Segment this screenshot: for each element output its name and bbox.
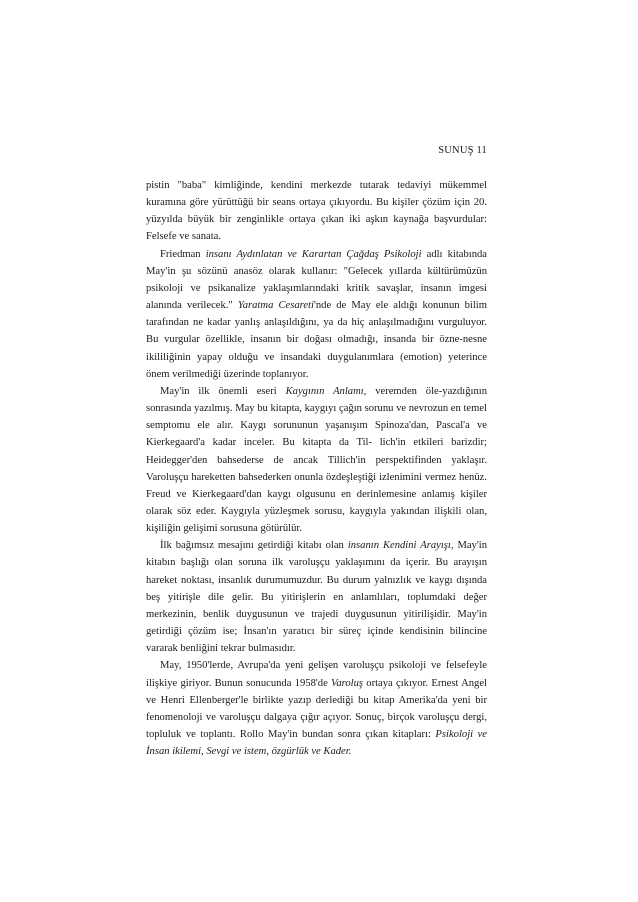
paragraph-4 [146,537,487,657]
book-title: Kaygının Anlamı, [285,385,367,397]
text-run: ortaya çıkıyor. Ernest Angel ve Henri Ellenberger'le birlikte yazıp derlediği bu kitap Amerika'da yeni bir fenomenoloji ve varoluşçu dalgaya çığır açıyor. Sonuç, birçok varoluşçu dergi, topluluk ve toplantı. Rollo May'in bundan sonra çıkan kitapları: [146,677,487,740]
text-run: İlk bağımsız mesajını getirdiği kitabı olan [160,540,348,552]
paragraph-5 [146,657,487,760]
text-run: 'nde de May ele aldığı konunun bilim tarafından ne kadar yanlış anlaşıldığını, ya da hiç anlaşılmadığını vurguluyor. Bu vurgular özellikle, insanın bir doğası olmadığı, insanda bir özne-nesne ikililiğinin yapay olduğu ve insandaki duygulanımlara (emotion) yeterince önem verilmediği üzerinde toplanıyor. [146,300,487,380]
paragraph-2 [146,246,487,383]
text-run: May, 1950'lerde, Avrupa'da yeni gelişen varoluşçu psikoloji ve felsefeyle ilişkiye giriyor. Bunun sonucunda 1958'de [146,660,487,689]
text-run: pistin "baba" kimliğinde, kendini merkezde tutarak tedaviyi mükemmel kuramına göre yürüttüğü bir seans ortaya çıkıyordu. Bu kişiler çözüm için 20. yüzyılda büyük bir zenginlikle ortaya çıkan iki aşkın kaynağa başvurdular: Felsefe ve sanata. [146,180,487,243]
book-title-list: Psikoloji ve İnsan ikilemi, Sevgi ve istem, özgürlük ve Kader. [146,729,488,758]
text-run: veremden ölе-yazdığının sonrasında yazılmış. May bu kitapta, kaygıyı çağın sorunu ve nevrozun en temel semptomu ele alır. Kaygı sorununun yaşanışım Spinoza'dan, Pascal'a ve Kierkegaard'a kadar inceler. Bu kitapta da Til- lich'in etkileri barizdir; Heidegger'den bahsederse de ancak Tillich'in perspektifinden yaklaşır. Varoluşçu hareketten bahsederken onunla özdeşleştiği izlenimini vermez henüz. Freud ve Kierkegaard'dan kaygı olgusunu en derinlemesine anlamış kişiler olarak söz eder. Kaygıyla yüzleşmek sorusu, kaygıyla yakından ilişkili olan, kişiliğin gelişimi sorusuna götürülür. [146,385,487,535]
running-head: SUNUŞ 11 [438,145,487,156]
body-text [146,177,487,760]
book-title: Yaratma Cesareti [237,300,314,312]
book-title: insanın Kendini Arayışı, [347,540,454,552]
text-run: May'in kitabın başlığı olan soruna ilk varoluşçu yaklaşımını da içerir. Bu arayışın hareket noktası, insanlık durumumuzdur. Bu durum yalnızlık ve kaygı dışında beş yitirişle dile gelir. Bu yitirişlerin en anlamlıları, toplumdaki değer merkezinin, benlik duygusunun ve trajedi duygusunun yitirilişidir. May'in getirdiği çözüm ise; İnsan'ın yaratıcı bir süreç içinde kendisinin bilincine vararak benliğini tekrar bulmasıdır. [146,540,488,655]
book-title: Varoluş [331,677,364,689]
paragraph-1 [146,177,487,246]
text-run: May'in ilk önemli eseri [160,385,286,397]
text-run: adlı kitabında May'in şu sözünü anasöz olarak kullanır: "Gelecek yıllarda kültürümüzün psikoloji ve psikanalize yaklaşımlarındaki kritik savaşlar, insanın imgesi alanında verilecek." [146,248,487,312]
book-title: insanı Aydınlatan ve Karartan Çağdaş Psikoloji [205,248,422,260]
text-run: Friedman [160,248,206,260]
paragraph-3 [146,383,487,537]
